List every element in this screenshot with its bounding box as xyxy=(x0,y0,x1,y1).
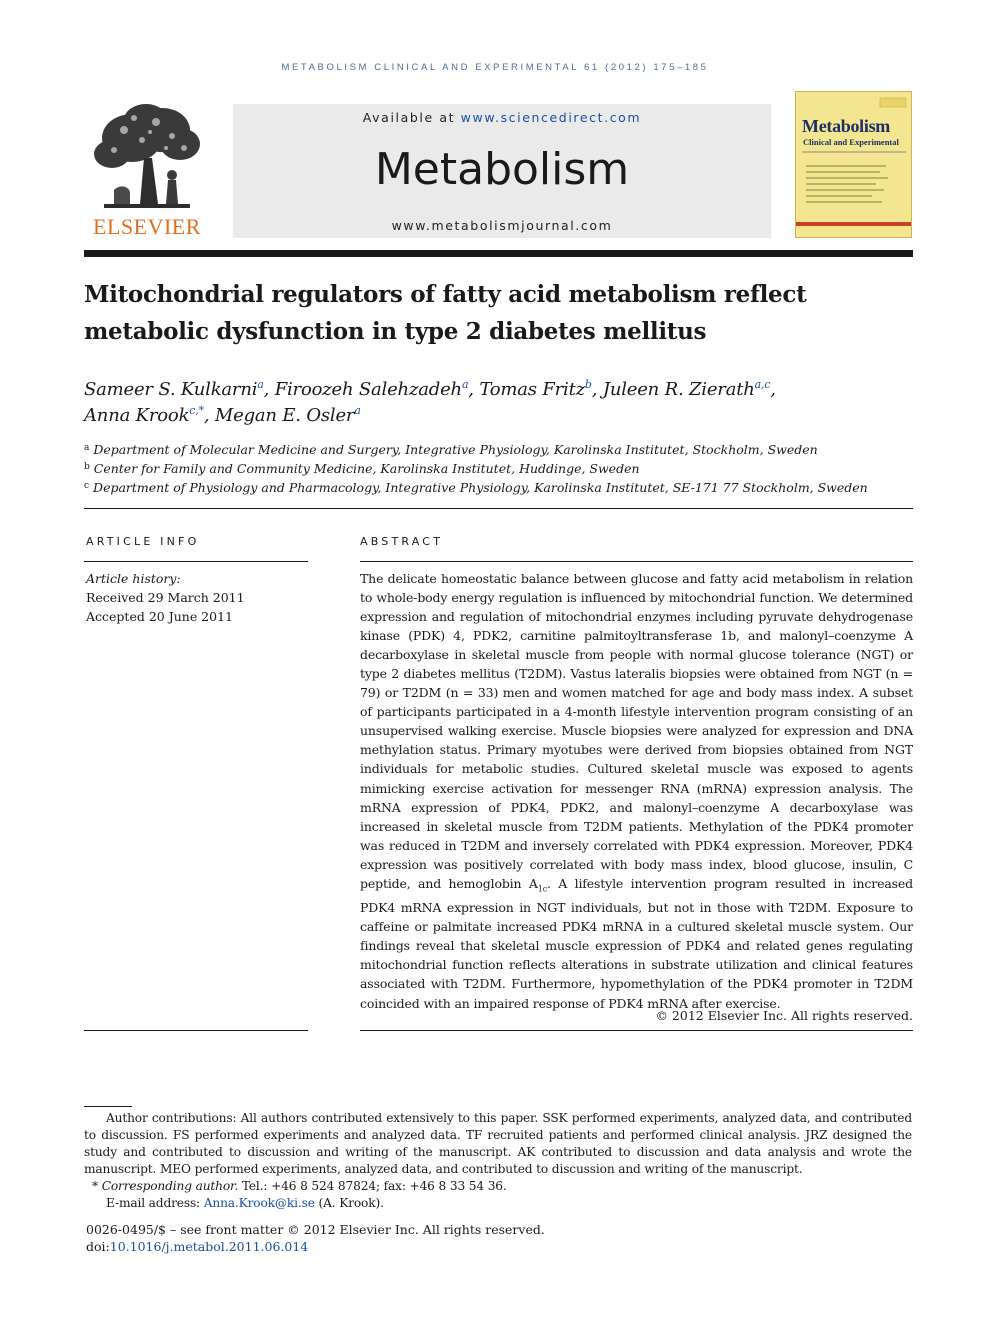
affiliation-text: Department of Molecular Medicine and Surgery, Integrative Physiology, Karolinska Institutet, Stockholm, Sweden xyxy=(93,442,818,457)
author-affiliation-mark[interactable]: a xyxy=(257,378,264,391)
article-title: Mitochondrial regulators of fatty acid metabolism reflect metabolic dysfunction in type 2 diabetes mellitus xyxy=(84,281,807,345)
author-name[interactable]: Juleen R. Zierath xyxy=(602,379,755,400)
affiliation-mark: b xyxy=(84,462,90,472)
author-name[interactable]: Anna Krook xyxy=(84,405,190,426)
doi-link[interactable]: 10.1016/j.metabol.2011.06.014 xyxy=(109,1239,309,1254)
publisher-name: ELSEVIER xyxy=(93,214,201,239)
sciencedirect-link[interactable]: www.sciencedirect.com xyxy=(460,110,642,125)
affiliation xyxy=(84,459,914,478)
abstract-subscript: 1c xyxy=(537,884,548,894)
abstract-heading: ABSTRACT xyxy=(360,535,444,548)
author-separator: , xyxy=(770,379,776,400)
available-at-line xyxy=(233,110,771,125)
journal-cover[interactable] xyxy=(795,91,912,238)
article-info-bottom-rule xyxy=(84,1030,308,1031)
author xyxy=(215,405,361,426)
doi-label: doi: xyxy=(86,1239,110,1254)
author xyxy=(603,379,776,400)
abstract-text xyxy=(360,569,913,1013)
author-affiliation-mark[interactable]: a xyxy=(354,404,361,417)
abstract-text-part-1: The delicate homeostatic balance between glucose and fatty acid metabolism in relation to whole-body energy regulation is influenced by mitochondrial function. We determined expression and regulation of mitochondrial enzymes including pyruvate dehydrogenase kinase (PDK) 4, PDK2, carnitine palmitoyltransferase 1b, and malonyl–coenzyme A decarboxylase in skeletal muscle from people with normal glucose tolerance (NGT) or type 2 diabetes mellitus (T2DM). Vastus lateralis biopsies were obtained from NGT (n = 79) or T2DM (n = 33) men and women matched for age and body mass index. A subset of participants participated in a 4-month lifestyle intervention program consisting of an unsupervised walking exercise. Muscle biopsies were analyzed for expression and DNA methylation status. Primary myotubes were derived from biopsies obtained from NGT individuals for metabolic studies. Cultured skeletal muscle was exposed to agents mimicking exercise activation for messenger RNA (mRNA) expression analysis. The mRNA expression of PDK4, PDK2, and malonyl–coenzyme A decarboxylase was increased in skeletal muscle from T2DM patients. Methylation of the PDK4 promoter was reduced in T2DM and inversely correlated with PDK4 expression. Moreover, PDK4 expression was positively correlated with body mass index, blood glucose, insulin, C peptide, and hemoglobin A xyxy=(360,571,913,891)
article-history xyxy=(86,569,245,626)
author-separator: , xyxy=(591,379,603,400)
issn-line: 0026-0495/$ – see front matter © 2012 Elsevier Inc. All rights reserved. xyxy=(86,1222,545,1237)
article-info-heading: ARTICLE INFO xyxy=(86,535,200,548)
journal-title: Metabolism xyxy=(374,144,630,195)
affiliation xyxy=(84,478,914,497)
corresponding-contact: Tel.: +46 8 524 87824; fax: +46 8 33 54 36. xyxy=(241,1179,507,1193)
article-history-label: Article history: xyxy=(86,571,181,586)
received-date: Received 29 March 2011 xyxy=(86,590,245,605)
author-affiliation-mark[interactable]: a,c xyxy=(754,378,771,391)
author xyxy=(275,379,480,400)
article-info-rule xyxy=(84,561,308,562)
author-separator: , xyxy=(468,379,480,400)
author-affiliation-mark[interactable]: a xyxy=(461,378,469,391)
cover-title: Metabolism xyxy=(802,116,890,136)
footnotes xyxy=(84,1110,912,1212)
author-name[interactable]: Firoozeh Salehzadeh xyxy=(274,379,462,400)
author xyxy=(84,405,215,426)
abstract-bottom-rule xyxy=(360,1030,913,1031)
affiliation-text: Center for Family and Community Medicine, Karolinska Institutet, Huddinge, Sweden xyxy=(93,461,640,476)
author-name[interactable]: Megan E. Osler xyxy=(214,405,355,426)
journal-url[interactable]: www.metabolismjournal.com xyxy=(391,218,613,233)
author xyxy=(479,379,602,400)
email-line xyxy=(84,1195,912,1212)
author-list xyxy=(84,377,914,429)
journal-banner xyxy=(233,104,771,238)
footnote-rule xyxy=(84,1106,132,1107)
email-link[interactable]: Anna.Krook@ki.se xyxy=(203,1196,315,1210)
author-contributions-note: Author contributions: All authors contributed extensively to this paper. SSK performed experiments, analyzed data, and contributed to discussion. FS performed experiments and analyzed data. TF recruited patients and performed clinical analysis. JRZ designed the study and contributed to discussion and writing of the manuscript. AK contributed to discussion and data analysis and wrote the manuscript. MEO performed experiments, analyzed data, and contributed to discussion and writing of the manuscript. xyxy=(84,1111,912,1176)
publisher-logo[interactable] xyxy=(84,100,210,240)
affiliation-mark: c xyxy=(84,481,90,491)
author-name[interactable]: Tomas Fritz xyxy=(479,379,585,400)
copyright-notice: © 2012 Elsevier Inc. All rights reserved. xyxy=(655,1008,913,1023)
abstract-text-part-2: . A lifestyle intervention program resulted in increased PDK4 mRNA expression in NGT individuals, but not in those with T2DM. Exposure to caffeine or palmitate increased PDK4 mRNA in a cultured skeletal muscle system. Our findings reveal that skeletal muscle expression of PDK4 and related genes regulating mitochondrial function reflects alterations in substrate utilization and clinical features associated with T2DM. Furthermore, hypomethylation of the PDK4 promoter in T2DM coincided with an impaired response of PDK4 mRNA after exercise. xyxy=(360,875,913,1011)
doi-line xyxy=(86,1238,308,1255)
affiliation xyxy=(84,440,914,459)
affiliation-list xyxy=(84,440,914,497)
header-rule xyxy=(84,250,913,257)
affiliation-mark: a xyxy=(84,443,90,453)
author-affiliation-mark[interactable]: b xyxy=(584,378,592,391)
available-at-label: Available at xyxy=(362,110,456,125)
author-separator: , xyxy=(203,405,215,426)
corresponding-mark: * xyxy=(92,1179,98,1193)
email-label: E-mail address: xyxy=(106,1196,201,1210)
accepted-date: Accepted 20 June 2011 xyxy=(86,609,233,624)
author xyxy=(84,379,275,400)
author-separator: , xyxy=(263,379,275,400)
affiliation-text: Department of Physiology and Pharmacology, Integrative Physiology, Karolinska Institutet, SE-171 77 Stockholm, Sweden xyxy=(93,480,868,495)
affiliation-rule xyxy=(84,508,913,509)
abstract-rule xyxy=(360,561,913,562)
cover-subtitle: Clinical and Experimental xyxy=(803,137,899,147)
email-suffix: (A. Krook). xyxy=(318,1196,384,1210)
author-name[interactable]: Sameer S. Kulkarni xyxy=(84,379,258,400)
cover-decoration xyxy=(796,92,912,238)
corresponding-label: Corresponding author. xyxy=(101,1179,239,1193)
running-head: METABOLISM CLINICAL AND EXPERIMENTAL 61 (2012) 175–185 xyxy=(281,62,709,73)
corresponding-author-note xyxy=(84,1178,912,1195)
tree-logo-icon xyxy=(84,100,210,212)
author-affiliation-mark[interactable]: c,* xyxy=(189,404,204,417)
